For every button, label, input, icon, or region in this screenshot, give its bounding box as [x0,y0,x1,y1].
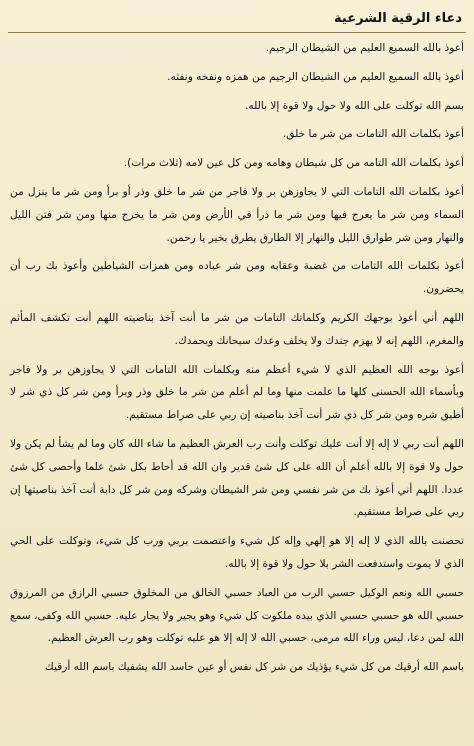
prayer-text [0,33,474,679]
paragraph: باسم الله أرقيك من كل شيء يؤذيك من شر كل نفس أو عين حاسد الله يشفيك باسم الله أرقيك [45,661,464,674]
paragraph: أعوذ بكلمات الله التامات من غضبة وعقابه ومن شر عباده ومن همزات الشياطين وأعوذ بك رب أن يحضرون. [10,260,464,296]
paragraph: أعوذ بوجه الله العظيم الذي لا شيء أعظم منه وبكلمات الله التامات التي لا يجاوزهن بر ولا فاجر وبأسماء الله الحسنى كلها ما علمت منها وما لم أعلم من شر ما خلق وذر وبرأ ومن شر كل ذي شر لا أطيق شره ومن شر كل ذي شر أنت آخذ بناصيته إن ربي على صراط مستقيم. [10,363,464,422]
page-title: دعاء الرقية الشرعية [334,11,462,26]
paragraph: اللهم أني أعوذ بوجهك الكريم وكلماتك التامات من شر ما أنت آخذ بناصيته اللهم أنت تكشف المأثم والمغرم، اللهم إنه لا يهزم جندك ولا يخلف وعدك سبحانك وبحمدك. [10,311,464,347]
paragraph: اللهم أنت ربي لا إله إلا أنت عليك توكلت وأنت رب العرش العظيم ما شاء الله كان وما لم يشأ لم يكن ولا حول ولا قوة إلا بالله أعلم أن الله على كل شئ قدير وان الله قد أحاط بكل شئ علما وأحصى كل شئ عددا. اللهم أني أعوذ بك من شر نفسي ومن شر الشيطان وشركه ومن شر كل دابة أنت آخذ بناصيتها إن ربي على صراط مستقيم. [10,437,464,519]
paragraph: أعوذ بالله السميع العليم من الشيطان الرجيم. [265,42,464,54]
paragraph: أعوذ بكلمات الله التامات التي لا يجاوزهن بر ولا فاجر من شر ما خلق وذر أو برأ ومن شر ما ينزل من السماء ومن شر ما يعرج فيها ومن شر ما ذرأ في الأرض ومن شر ما يخرج منها ومن شر فتن الليل والنهار ومن شر طوارق الليل والنهار إلا الطارق يطرق بخير يا رحمن. [10,185,464,244]
paragraph: أعوذ بكلمات الله التامه من كل شيطان وهامه ومن كل عين لامه (ثلاث مرات). [123,157,464,170]
paragraph: أعوذ بكلمات الله التامات من شر ما خلق. [282,128,464,141]
paragraph: حسبي الله ونعم الوكيل حسبي الرب من العباد حسبي الخالق من المخلوق حسبي الرازق من المرزوق حسبي الله هو حسبي حسبي الذي بيده ملكوت كل شيء وهو يجير ولا يجار عليه. حسبي الله وكفى، سمع الله لمن دعا، ليس وراء الله مرمى، حسبي الله لا إله إلا هو عليه توكلت وهو رب العرش العظيم. [10,586,464,645]
paragraph: تحصنت بالله الذي لا إله إلا هو إلهي وإله كل شيء واعتصمت بربي ورب كل شيء، وتوكلت على الحي الذي لا يموت واستدفعت الشر بلا حول ولا قوة إلا بالله. [10,535,464,570]
paragraph: أعوذ بالله السميع العليم من الشيطان الرجيم من همزه ونفخه ونفثه. [167,70,464,83]
paragraph: بسم الله توكلت على الله ولا حول ولا قوة إلا بالله. [245,99,464,112]
